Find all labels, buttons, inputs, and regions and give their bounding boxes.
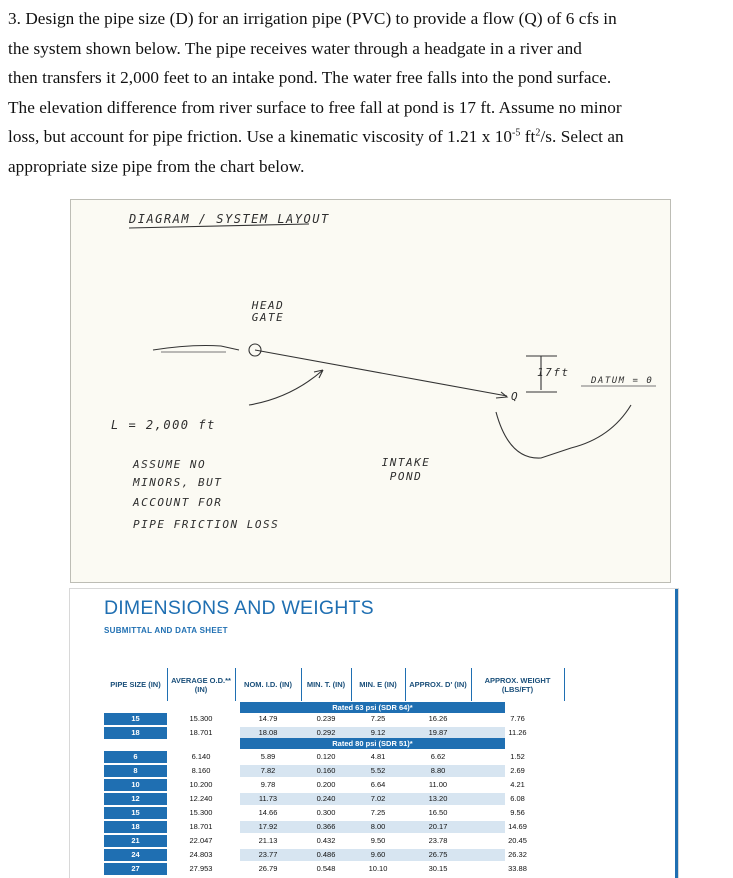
table-cell: 17.92 [258, 822, 278, 831]
table-cell: 14.66 [258, 808, 278, 817]
table-row [104, 849, 564, 861]
note-line-1: ASSUME NO [133, 458, 207, 471]
table-cell: 0.366 [316, 822, 336, 831]
table-cell: 8.160 [191, 766, 211, 775]
table-row [104, 835, 564, 847]
table-cell: 4.21 [510, 780, 525, 789]
table-cell: 27 [104, 863, 167, 875]
problem-line-1: 3. Design the pipe size (D) for an irrigation pipe (PVC) to provide a flow (Q) of 6 cfs in [8, 9, 617, 28]
table-row [104, 713, 564, 725]
headgate-label: HEAD GATE [251, 299, 285, 324]
table-cell: 0.292 [316, 728, 336, 737]
table-cell: 20.17 [428, 822, 448, 831]
table-cell: 21.13 [258, 836, 278, 845]
table-cell: 26.75 [428, 850, 448, 859]
table-cell: 30.15 [428, 864, 448, 873]
table-cell: 10.10 [368, 864, 388, 873]
table-cell: 12 [104, 793, 167, 805]
table-row [104, 807, 564, 819]
table-cell: 18 [104, 727, 167, 739]
sheet-edge-line [675, 589, 678, 878]
viscosity-unit: ft [520, 127, 536, 146]
table-row [104, 793, 564, 805]
table-cell: 0.200 [316, 780, 336, 789]
table-cell: 0.240 [316, 794, 336, 803]
table-row [104, 765, 564, 777]
header-approx-d: APPROX. D' (IN) [405, 668, 472, 701]
length-label: L = 2,000 ft [111, 418, 216, 432]
problem-statement [8, 4, 728, 181]
note-line-3: ACCOUNT FOR [133, 496, 223, 509]
table-cell: 16.50 [428, 808, 448, 817]
elevation-label: 17ft [537, 366, 570, 379]
table-cell: 0.120 [316, 752, 336, 761]
problem-line-6: appropriate size pipe from the chart below. [8, 156, 305, 176]
problem-line-4: The elevation difference from river surface to free fall at pond is 17 ft. Assume no minor [8, 97, 622, 117]
table-cell: 8.00 [370, 822, 386, 831]
sheet-subtitle: SUBMITTAL AND DATA SHEET [104, 626, 228, 635]
table-row [104, 821, 564, 833]
table-cell: 11.73 [258, 794, 278, 803]
dimensions-sheet [69, 588, 679, 878]
table-cell: 5.89 [260, 752, 276, 761]
table-cell: 6.08 [510, 794, 525, 803]
header-nom-id: NOM. I.D. (IN) [235, 668, 302, 701]
table-cell: 21 [104, 835, 167, 847]
table-cell: 7.25 [370, 808, 386, 817]
table-cell: 6.64 [370, 780, 386, 789]
table-cell: 9.56 [510, 808, 525, 817]
header-pipe-size: PIPE SIZE (IN) [104, 668, 168, 701]
table-cell: 24.803 [189, 850, 213, 859]
table-cell: 16.26 [428, 714, 448, 723]
problem-line-3: then transfers it 2,000 feet to an intake pond. The water free falls into the pond surface. [8, 68, 612, 87]
band-80psi: Rated 80 psi (SDR 51)* [240, 738, 505, 749]
table-cell: 9.60 [370, 850, 386, 859]
table-cell: 9.50 [370, 836, 386, 845]
table-row [104, 751, 564, 763]
table-cell: 5.52 [370, 766, 386, 775]
table-row [104, 863, 564, 875]
viscosity-exponent: -5 [512, 127, 521, 139]
table-cell: 18.701 [189, 822, 213, 831]
table-cell: 0.239 [316, 714, 336, 723]
table-cell: 18 [104, 821, 167, 833]
table-cell: 9.78 [260, 780, 276, 789]
table-cell: 15.300 [189, 714, 213, 723]
header-approx-weight: APPROX. WEIGHT (LBS/FT) [471, 668, 565, 701]
table-row [104, 779, 564, 791]
pipe-line [255, 350, 507, 396]
table-cell: 0.486 [316, 850, 336, 859]
table-cell: 26.79 [258, 864, 278, 873]
table-cell: 15 [104, 807, 167, 819]
viscosity-unit-exponent: 2 [535, 127, 541, 139]
table-cell: 10.200 [189, 780, 213, 789]
table-cell: 24 [104, 849, 167, 861]
table-cell: 0.548 [316, 864, 336, 873]
system-layout-sketch [70, 199, 671, 583]
intake-pond-label: INTAKE POND [381, 456, 431, 483]
viscosity-text: loss, but account for pipe friction. Use a kinematic viscosity of 1.21 x 10 [8, 127, 512, 146]
table-cell: 0.160 [316, 766, 336, 775]
header-min-t: MIN. T. (IN) [301, 668, 352, 701]
table-cell: 4.81 [370, 752, 386, 761]
table-cell: 14.69 [508, 822, 527, 831]
viscosity-unit-end: /s. Select an [540, 127, 624, 146]
table-cell: 9.12 [370, 728, 386, 737]
table-cell: 6.140 [191, 752, 211, 761]
table-cell: 8 [104, 765, 167, 777]
table-cell: 7.76 [510, 714, 525, 723]
table-cell: 10 [104, 779, 167, 791]
table-cell: 20.45 [508, 836, 527, 845]
table-cell: 18.08 [258, 728, 278, 737]
table-cell: 0.432 [316, 836, 336, 845]
note-line-4: PIPE FRICTION LOSS [133, 518, 280, 531]
table-cell: 8.80 [430, 766, 446, 775]
table-cell: 7.25 [370, 714, 386, 723]
river-bank [153, 346, 239, 351]
table-cell: 23.78 [428, 836, 448, 845]
pond-bank [496, 405, 631, 458]
table-cell: 22.047 [189, 836, 213, 845]
table-cell: 26.32 [508, 850, 527, 859]
header-avg-od: AVERAGE O.D.** (IN) [167, 668, 236, 701]
sheet-title: DIMENSIONS AND WEIGHTS [104, 597, 374, 619]
table-cell: 1.52 [510, 752, 525, 761]
table-cell: 15 [104, 713, 167, 725]
table-cell: 12.240 [189, 794, 213, 803]
table-cell: 15.300 [189, 808, 213, 817]
header-min-e: MIN. E (IN) [351, 668, 406, 701]
band-63psi: Rated 63 psi (SDR 64)* [240, 702, 505, 713]
table-cell: 23.77 [258, 850, 278, 859]
table-cell: 11.00 [428, 780, 448, 789]
problem-line-2: the system shown below. The pipe receives water through a headgate in a river and [8, 38, 582, 58]
pointer-arrow [249, 370, 323, 405]
table-cell: 7.82 [260, 766, 276, 775]
table-cell: 19.87 [428, 728, 448, 737]
problem-line-5 [8, 122, 728, 152]
table-cell: 7.02 [370, 794, 386, 803]
table-cell: 6.62 [430, 752, 446, 761]
table-cell: 0.300 [316, 808, 336, 817]
table-cell: 2.69 [510, 766, 525, 775]
table-cell: 14.79 [258, 714, 278, 723]
table-cell: 27.953 [189, 864, 213, 873]
datum-label: DATUM = 0 [591, 376, 654, 386]
note-line-2: MINORS, BUT [133, 476, 223, 489]
flow-label: Q [511, 390, 520, 403]
table-cell: 13.20 [428, 794, 448, 803]
table-cell: 33.88 [508, 864, 527, 873]
sketch-title: DIAGRAM / SYSTEM LAYOUT [129, 212, 330, 226]
table-cell: 6 [104, 751, 167, 763]
table-cell: 11.26 [508, 728, 527, 737]
table-cell: 18.701 [189, 728, 213, 737]
